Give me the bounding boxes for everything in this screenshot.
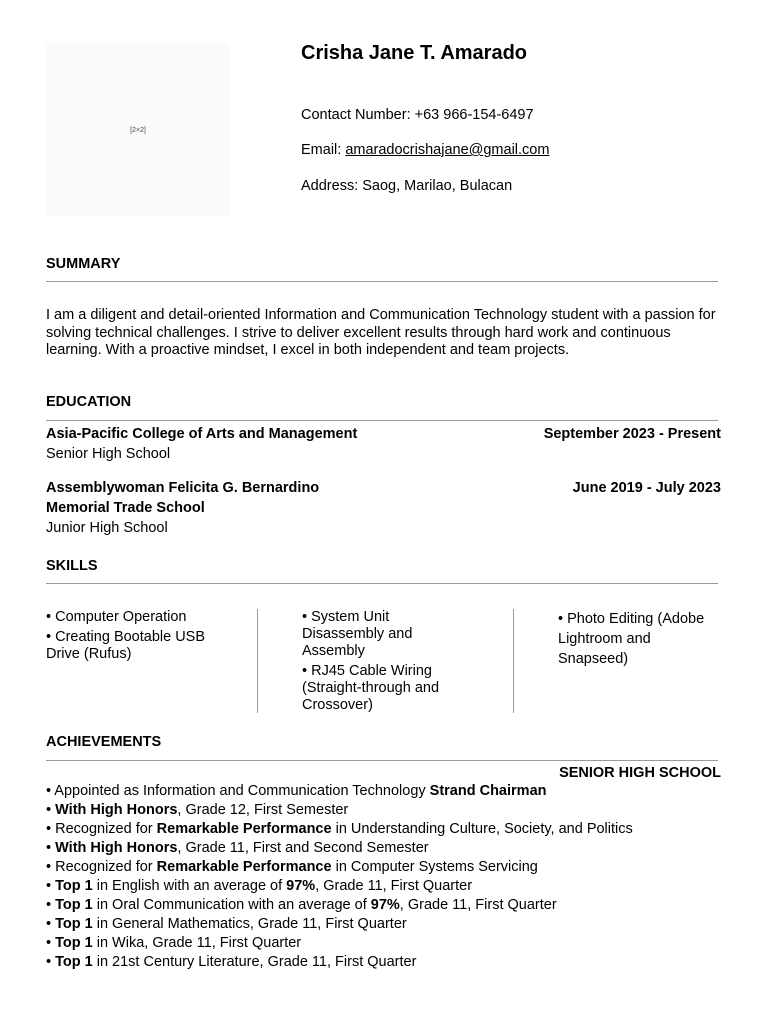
achievement-text: • <box>46 954 56 970</box>
contact-number-line <box>301 107 534 123</box>
skills-divider <box>46 583 718 584</box>
achievement-text: • <box>46 802 56 818</box>
education-date-2: June 2019 - July 2023 <box>572 480 721 496</box>
skill-item: • Creating Bootable USB Drive (Rufus) <box>46 629 206 662</box>
address-label: Address: <box>301 178 363 194</box>
achievement-highlight: Top 1 <box>55 916 93 932</box>
achievement-highlight: Top 1 <box>55 954 93 970</box>
achievement-text: in Computer Systems Servicing <box>331 859 538 875</box>
education-school-1: Asia-Pacific College of Arts and Management <box>46 426 358 442</box>
achievement-text: in General Mathematics, Grade 11, First Quarter <box>92 916 407 932</box>
achievement-item <box>46 782 726 801</box>
achievement-text: in Oral Communication with an average of <box>92 897 371 913</box>
skill-item: • System Unit Disassembly and Assembly <box>302 609 413 659</box>
address-line <box>301 178 512 194</box>
achievement-text: in Wika, Grade 11, First Quarter <box>92 935 302 951</box>
achievements-subheading: SENIOR HIGH SCHOOL <box>559 765 721 781</box>
education-level-2: Junior High School <box>46 520 168 536</box>
skill-item: • Computer Operation <box>46 609 187 625</box>
address-value: Saog, Marilao, Bulacan <box>362 178 513 194</box>
achievement-text: • <box>46 916 56 932</box>
education-school-2: Assemblywoman Felicita G. Bernardino Memorial Trade School <box>46 480 320 516</box>
achievements-heading: ACHIEVEMENTS <box>46 734 162 750</box>
summary-divider <box>46 281 718 282</box>
achievements-list <box>46 782 726 972</box>
achievement-highlight: 97% <box>370 897 400 913</box>
skill-item: • Photo Editing (Adobe Lightroom and Snapseed) <box>558 611 705 667</box>
resume-name: Crisha Jane T. Amarado <box>301 42 528 64</box>
achievement-text: in 21st Century Literature, Grade 11, First Quarter <box>92 954 417 970</box>
achievement-item <box>46 877 726 896</box>
achievement-item <box>46 934 726 953</box>
achievement-item <box>46 953 726 972</box>
achievement-highlight: 97% <box>286 878 316 894</box>
achievement-text: , Grade 11, First Quarter <box>399 897 557 913</box>
achievement-item <box>46 820 726 839</box>
education-date-1: September 2023 - Present <box>543 426 721 442</box>
achievement-text: , Grade 12, First Semester <box>177 802 349 818</box>
achievement-highlight: Top 1 <box>55 935 93 951</box>
achievement-item <box>46 801 726 820</box>
achievement-text: in English with an average of <box>92 878 287 894</box>
achievement-highlight: Remarkable Performance <box>156 859 332 875</box>
achievement-item <box>46 839 726 858</box>
achievement-item <box>46 896 726 915</box>
achievement-highlight: Remarkable Performance <box>156 821 332 837</box>
photo-placeholder <box>46 44 230 216</box>
education-level-1: Senior High School <box>46 446 171 462</box>
email-line <box>301 142 549 158</box>
achievement-text: • Appointed as Information and Communication Technology <box>46 783 430 799</box>
achievement-text: , Grade 11, First Quarter <box>315 878 473 894</box>
skills-heading: SKILLS <box>46 558 98 574</box>
achievement-text: • <box>46 935 56 951</box>
achievement-highlight: With High Honors <box>55 840 178 856</box>
skills-column-divider <box>257 609 258 713</box>
achievement-text: • <box>46 840 56 856</box>
achievement-item <box>46 858 726 877</box>
achievement-text: • Recognized for <box>46 859 157 875</box>
skills-column-divider <box>513 609 514 713</box>
achievement-highlight: Top 1 <box>55 897 93 913</box>
achievement-text: in Understanding Culture, Society, and Politics <box>331 821 633 837</box>
email-label: Email: <box>301 142 346 158</box>
achievements-divider <box>46 760 718 761</box>
email-link[interactable]: amaradocrishajane@gmail.com <box>345 142 550 158</box>
photo-placeholder-label: [2×2] <box>130 126 146 134</box>
achievement-highlight: Top 1 <box>55 878 93 894</box>
skills-column-3 <box>558 609 723 672</box>
summary-text: I am a diligent and detail-oriented Information and Communication Technology student with a passion for solving technical challenges. I strive to deliver excellent results through hard work and continuous learning. With a proactive mindset, I excel in both independent and team projects. <box>46 307 716 358</box>
education-divider <box>46 420 718 421</box>
achievement-item <box>46 915 726 934</box>
contact-number-value: +63 966-154-6497 <box>414 107 534 123</box>
summary-heading: SUMMARY <box>46 256 121 272</box>
contact-number-label: Contact Number: <box>301 107 415 123</box>
education-heading: EDUCATION <box>46 394 132 410</box>
achievement-highlight: Strand Chairman <box>429 783 547 799</box>
achievement-text: , Grade 11, First and Second Semester <box>177 840 429 856</box>
skills-column-1 <box>46 609 206 666</box>
achievement-text: • Recognized for <box>46 821 157 837</box>
achievement-text: • <box>46 878 56 894</box>
skills-column-2 <box>302 609 467 717</box>
skill-item: • RJ45 Cable Wiring (Straight-through and Crossover) <box>302 663 440 713</box>
achievement-highlight: With High Honors <box>55 802 178 818</box>
achievement-text: • <box>46 897 56 913</box>
